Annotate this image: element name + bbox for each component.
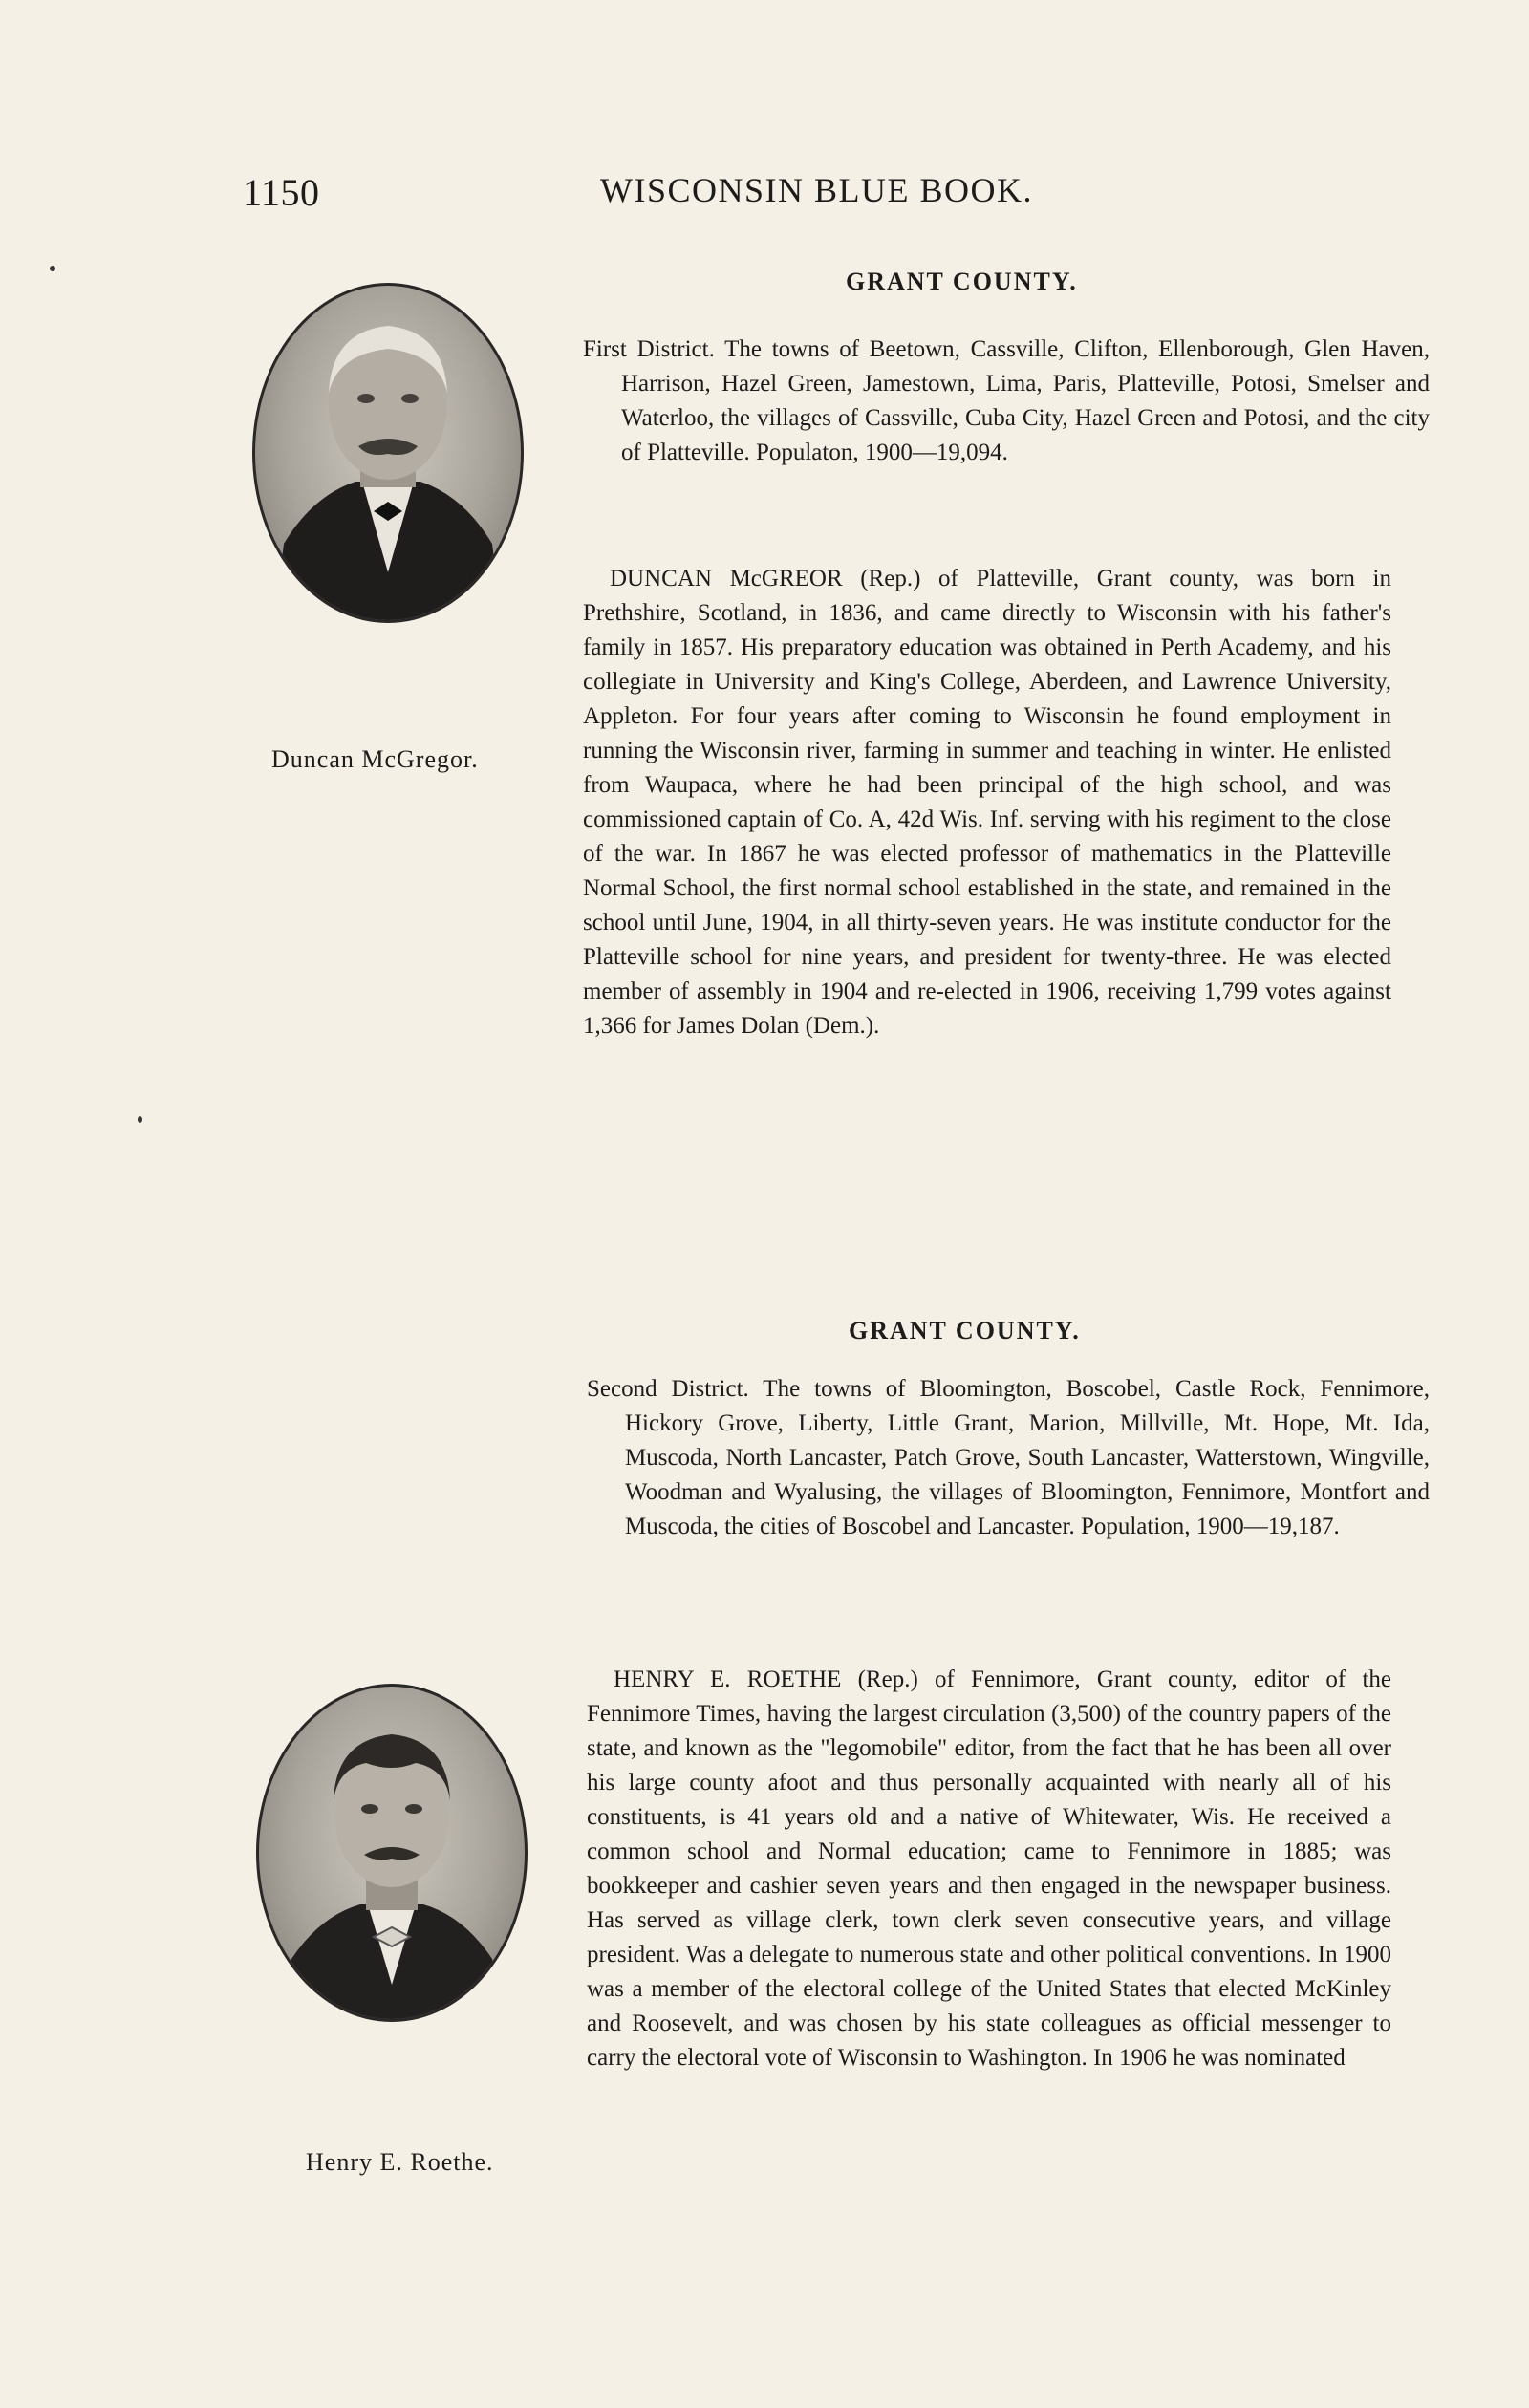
portrait-caption: Duncan McGregor. (271, 745, 479, 773)
section-heading: GRANT COUNTY. (849, 1317, 1081, 1344)
portrait-figure-icon (255, 286, 521, 620)
ink-speck (138, 1116, 142, 1123)
book-title: WISCONSIN BLUE BOOK. (600, 171, 1033, 209)
biography-paragraph: DUNCAN McGREOR (Rep.) of Platteville, Grant county, was born in Prethshire, Scotland, in 1836, and came directly to Wisconsin with his father's family in 1857. His preparatory education was obtained in Perth Academy, and his collegiate in University and King's College, Aberdeen, and Lawrence University, Appleton. For four years after coming to Wisconsin he found employment in running the Wisconsin river, farming in summer and teaching in winter. He enlisted from Waupaca, where he had been principal of the high school, and was commissioned captain of Co. A, 42d Wis. Inf. serving with his regiment to the close of the war. In 1867 he was elected professor of mathematics in the Platteville Normal School, the first normal school established in the state, and remained in the school until June, 1904, in all thirty-seven years. He was institute conductor for the Platteville school for nine years, and president for twenty-three. He was elected member of assembly in 1904 and re-elected in 1906, receiving 1,799 votes against 1,366 for James Dolan (Dem.). (583, 566, 1391, 1039)
biography-paragraph: HENRY E. ROETHE (Rep.) of Fennimore, Grant county, editor of the Fennimore Times, having the largest circulation (3,500) of the country papers of the state, and known as the "legomobile" editor, from the fact that he has been all over his large county afoot and thus personally acquainted with nearly all of his constituents, is 41 years old and a native of Whitewater, Wis. He received a common school and Normal education; came to Fennimore in 1885; was bookkeeper and cashier seven years and then engaged in the newspaper business. Has served as village clerk, town clerk seven consecutive years, and village president. Was a delegate to numerous state and other political conventions. In 1900 was a member of the electoral college of the United States that elected McKinley and Roosevelt, and was chosen by his state colleagues as official messenger to carry the electoral vote of Wisconsin to Washington. In 1906 he was nominated (587, 1666, 1391, 2071)
portrait-figure-icon (259, 1687, 525, 2019)
district-description: First District. The towns of Beetown, Cassville, Clifton, Ellenborough, Glen Haven, Harrison, Hazel Green, Jamestown, Lima, Paris, Platteville, Potosi, Smelser and Waterloo, the villages of Cassville, Cuba City, Hazel Green and Potosi, and the city of Platteville. Populaton, 1900—19,094. (583, 336, 1430, 465)
portrait-duncan-mcgregor (252, 283, 524, 623)
section-heading: GRANT COUNTY. (846, 268, 1078, 295)
portrait-caption: Henry E. Roethe. (306, 2148, 494, 2176)
portrait-henry-roethe (256, 1684, 528, 2022)
running-head (0, 162, 1529, 220)
district-description: Second District. The towns of Bloomington, Boscobel, Castle Rock, Fennimore, Hickory Grove, Liberty, Little Grant, Marion, Millville, Mt. Hope, Mt. Ida, Muscoda, North Lancaster, Patch Grove, South Lancaster, Watterstown, Wingville, Woodman and Wyalusing, the villages of Bloomington, Fennimore, Montfort and Muscoda, the cities of Boscobel and Lancaster. Population, 1900—19,187. (587, 1376, 1430, 1539)
ink-speck (50, 266, 55, 271)
page-number: 1150 (243, 171, 320, 214)
